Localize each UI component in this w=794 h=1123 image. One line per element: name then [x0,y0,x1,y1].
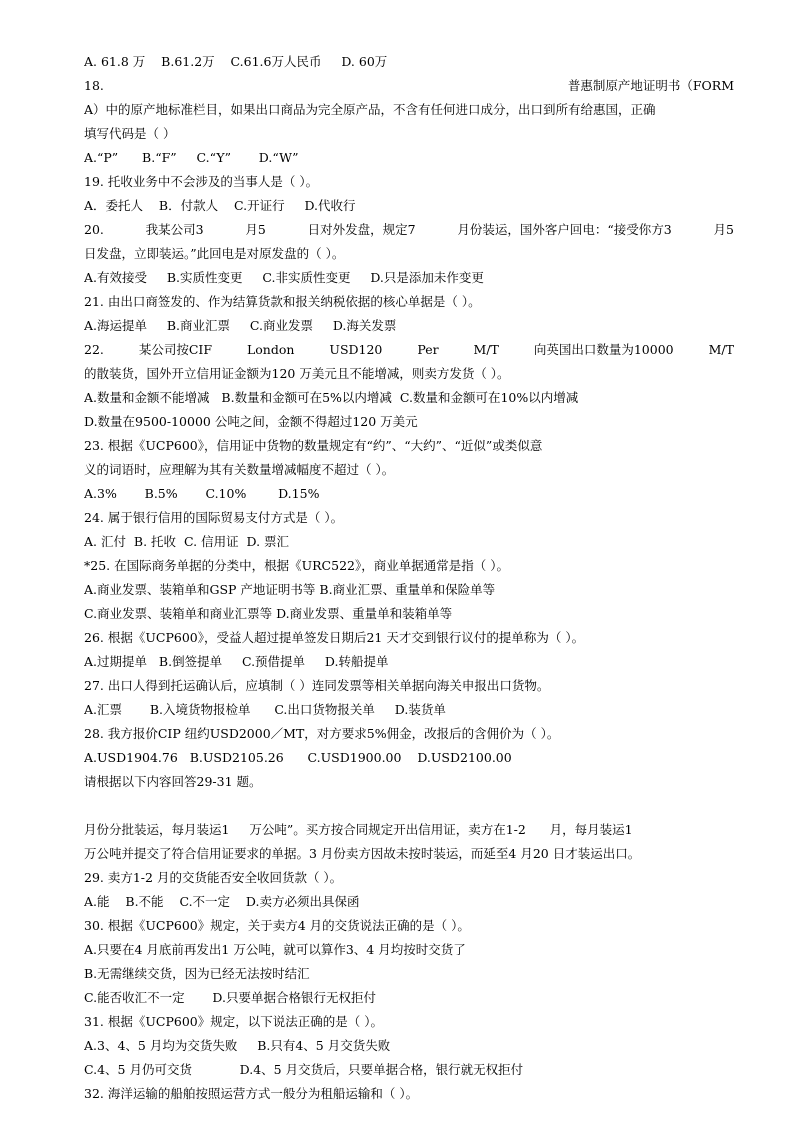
q22-part: 22. [84,342,104,357]
case-text-line3: 万公吨并提交了符合信用证要求的单据。3 月份卖方因故未按时装运，而延至4 月20 日才装运出口。 [84,846,641,861]
q31-options-ab: A.3、4、5 月均为交货失败 B.只有4、5 月交货失败 [84,1038,391,1053]
q23-stem-line2: 义的词语时，应理解为其有关数量增减幅度不超过（ ）。 [84,462,395,477]
q19-options: A．委托人 B．付款人 C.开证行 D.代收行 [84,198,356,213]
q30-options-cd: C.能否收汇不一定 D.只要单据合格银行无权拒付 [84,990,376,1005]
q25-stem: *25. 在国际商务单据的分类中，根据《URC522》，商业单据通常是指（ ）。 [84,558,509,573]
document-page [84,50,734,1106]
q22-part: 向英国出口数量为10000 [533,342,674,357]
case-text-line2: 月份分批装运，每月装运1 万公吨”。买方按合同规定开出信用证，卖方在1-2 月，每月装运1 [84,822,633,837]
case-text-line1 [84,794,734,818]
q26-stem: 26. 根据《UCP600》，受益人超过提单签发日期后21 天才交到银行议付的提单称为（ ）。 [84,630,585,645]
q22-part: London [246,342,295,357]
q28-options: A.USD1904.76 B.USD2105.26 C.USD1900.00 D.USD2100.00 [84,750,512,765]
q19-stem: 19. 托收业务中不会涉及的当事人是（ ）。 [84,174,319,189]
q20-stem-line1 [84,218,734,242]
q25-options-ab: A.商业发票、装箱单和GSP 产地证明书等 B.商业汇票、重量单和保险单等 [84,582,496,597]
q18-options: A.“P” B.“F” C.“Y” D.“W” [84,150,299,165]
q22-part: M/T [708,342,734,357]
q30-option-a: A.只要在4 月底前再发出1 万公吨，就可以算作3、4 月均按时交货了 [84,942,466,957]
q22-stem-line2: 的散装货，国外开立信用证金额为120 万美元且不能增减，则卖方发货（ ）。 [84,366,510,381]
q18-stem-line1 [84,74,734,98]
q23-stem-line1: 23. 根据《UCP600》，信用证中货物的数量规定有“约”、“大约”、“近似”或类似意 [84,438,543,453]
q27-options: A.汇票 B.入境货物报检单 C.出口货物报关单 D.装货单 [84,702,446,717]
q27-stem: 27. 出口人得到托运确认后，应填制（ ）连同发票等相关单据向海关申报出口货物。 [84,678,550,693]
q20-part: 日对外发盘，规定7 [307,222,416,237]
q20-part: 月5 [245,222,266,237]
q20-stem-line2: 日发盘，立即装运。”此回电是对原发盘的（ ）。 [84,246,345,261]
q18-stem-line2: A）中的原产地标准栏目，如果出口商品为完全原产品，不含有任何进口成分，出口到所有给惠国，正确 [84,102,656,117]
q23-options: A.3% B.5% C.10% D.15% [84,486,320,501]
q31-stem: 31. 根据《UCP600》规定，以下说法正确的是（ ）。 [84,1014,383,1029]
case-intro: 请根据以下内容回答29-31 题。 [84,774,262,789]
q22-part: M/T [473,342,499,357]
q20-options: A.有效接受 B.实质性变更 C.非实质性变更 D.只是添加未作变更 [84,270,484,285]
q21-options: A.海运提单 B.商业汇票 C.商业发票 D.海关发票 [84,318,397,333]
q28-stem: 28. 我方报价CIP 纽约USD2000／MT，对方要求5%佣金，改报后的含佣价为（ ）。 [84,726,560,741]
q30-option-b: B.无需继续交货，因为已经无法按时结汇 [84,966,310,981]
q18-number: 18. [84,78,104,93]
q21-stem: 21. 由出口商签发的、作为结算货款和报关纳税依据的核心单据是（ ）。 [84,294,481,309]
q20-part: 20. [84,222,104,237]
q20-part: 月5 [713,222,734,237]
q31-options-cd: C.4、5 月仍可交货 D.4、5 月交货后，只要单据合格，银行就无权拒付 [84,1062,524,1077]
q22-part: Per [417,342,439,357]
q29-stem: 29. 卖方1-2 月的交货能否安全收回货款（ ）。 [84,870,343,885]
q30-stem: 30. 根据《UCP600》规定，关于卖方4 月的交货说法正确的是（ ）。 [84,918,470,933]
q32-stem: 32. 海洋运输的船舶按照运营方式一般分为租船运输和（ ）。 [84,1086,419,1101]
q22-part: 某公司按CIF [138,342,213,357]
q22-option-d: D.数量在9500-10000 公吨之间，金额不得超过120 万美元 [84,414,418,429]
q24-options: A. 汇付 B. 托收 C. 信用证 D. 票汇 [84,534,290,549]
q25-options-cd: C.商业发票、装箱单和商业汇票等 D.商业发票、重量单和装箱单等 [84,606,453,621]
q22-part: USD120 [329,342,383,357]
q18-stem-line3: 填写代码是（ ） [84,126,176,141]
q26-options: A.过期提单 B.倒签提单 C.预借提单 D.转船提单 [84,654,389,669]
q17-options: A. 61.8 万 B.61.2万 C.61.6万人民币 D. 60万 [84,54,388,69]
q20-part: 月份装运，国外客户回电：“接受你方3 [457,222,672,237]
q29-options: A.能 B.不能 C.不一定 D.卖方必须出具保函 [84,894,360,909]
q22-options-ab-c: A.数量和金额不能增减 B.数量和金额可在5%以内增减 C.数量和金额可在10%以内增减 [84,390,579,405]
q20-part: 我某公司3 [145,222,204,237]
q24-stem: 24. 属于银行信用的国际贸易支付方式是（ ）。 [84,510,344,525]
q18-title: 普惠制原产地证明书（FORM [567,78,734,93]
q22-stem-line1 [84,338,734,362]
